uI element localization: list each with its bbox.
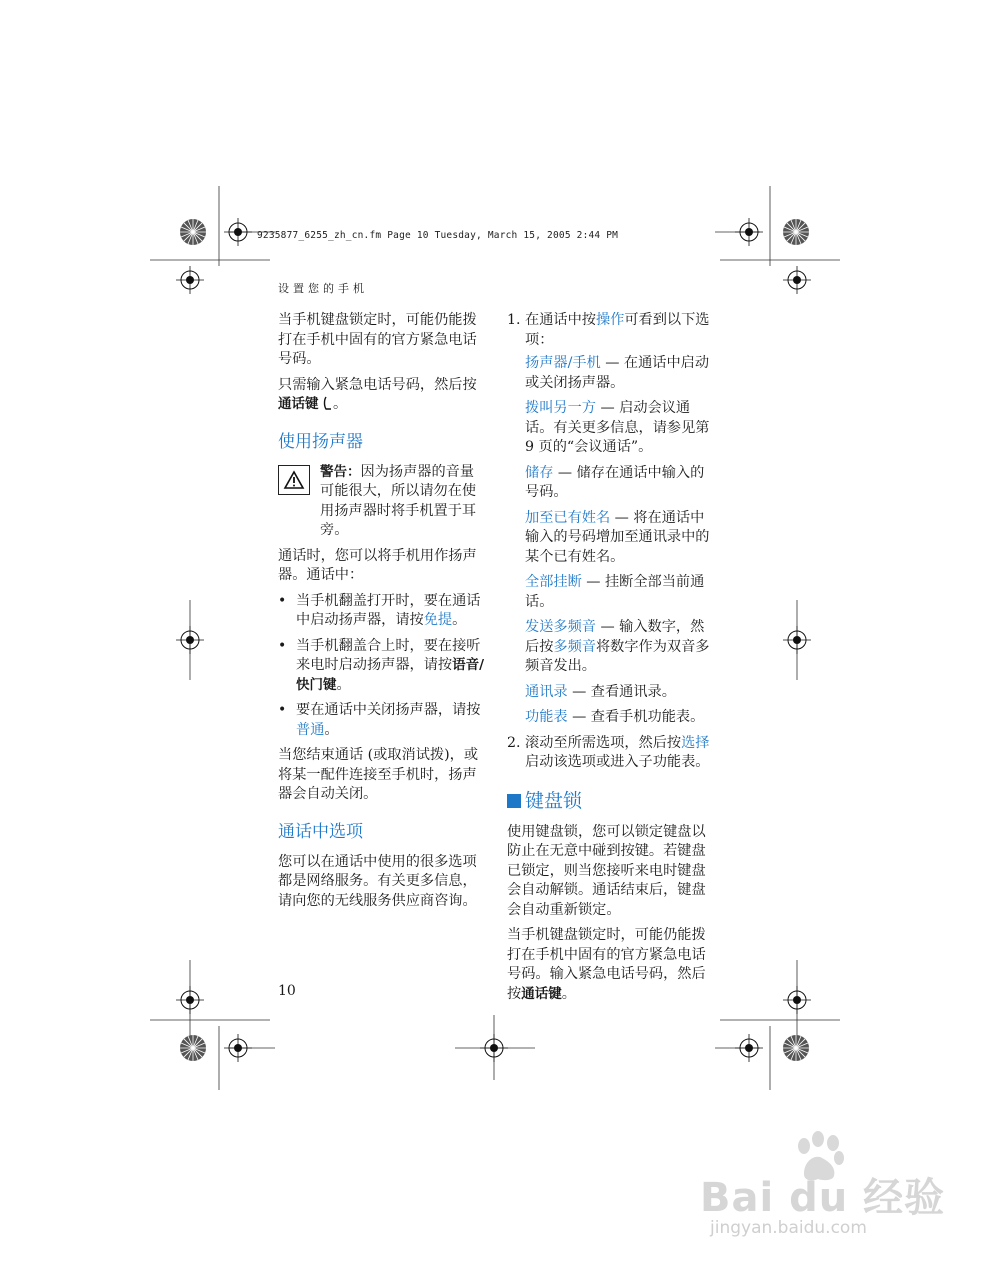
normal-link: 普通	[296, 721, 325, 738]
page-number: 10	[278, 983, 296, 999]
option-item: 储存 — 储存在通话中输入的号码。	[525, 464, 705, 500]
warning-text: 警告：因为扬声器的音量可能很大，所以请勿在使用扬声器时将手机置于耳旁。	[320, 463, 477, 538]
options-link: 操作	[595, 312, 625, 328]
section-title: 设置您的手机	[278, 282, 368, 295]
in-call-options-note: 您可以在通话中使用的很多选项都是网络服务。有关更多信息，请向您的无线服务供应商咨询。	[278, 853, 477, 909]
option-item: 拨叫另一方 — 启动会议通话。有关更多信息，请参见第 9 页的“会议通话”。	[525, 400, 710, 455]
call-key-label: 通话键	[521, 985, 562, 1002]
watermark-logo-text: Bai du 经验	[700, 1175, 946, 1221]
right-column	[507, 311, 711, 1010]
keylock-description: 使用键盘锁，您可以锁定键盘以防止在无意中碰到按键。若键盘已锁定，则当您接听来电时键盘会自动解锁。通话结束后，键盘会自动重新锁定。	[507, 823, 706, 918]
option-item: 全部挂断 — 挂断全部当前通话。	[525, 574, 705, 610]
speaker-bullets	[278, 592, 484, 741]
heading-square-icon	[507, 794, 521, 808]
warning-icon	[278, 465, 310, 495]
step-2: 2. 滚动至所需选项，然后按选择启动该选项或进入子功能表。	[507, 734, 710, 770]
file-info-header: 9235877_6255_zh_cn.fm Page 10 Tuesday, March 15, 2005 2:44 PM	[257, 230, 619, 241]
select-link: 选择	[681, 734, 710, 751]
speaker-auto-off: 当您结束通话 (或取消试拨)，或将某一配件连接至手机时，扬声器会自动关闭。	[278, 747, 479, 802]
option-item: 扬声器/手机 — 在通话中启动或关闭扬声器。	[525, 355, 710, 391]
warning-block	[278, 463, 484, 541]
emergency-note: 当手机键盘锁定时，可能仍能拨打在手机中固有的官方紧急电话号码。	[278, 312, 477, 367]
handsfree-link: 免提	[423, 612, 453, 628]
steps-list	[507, 311, 711, 773]
list-item: • 当手机翻盖打开时，要在通话中启动扬声器，请按免提。	[278, 592, 484, 631]
heading-speaker: 使用扬声器	[278, 431, 363, 452]
heading-in-call-options: 通话中选项	[278, 821, 363, 842]
options-list	[525, 354, 711, 728]
watermark-url: jingyan.baidu.com	[710, 1218, 867, 1238]
option-item: 通讯录 — 查看通讯录。	[525, 683, 676, 700]
emergency-instruction: 只需输入紧急电话号码，然后按通话键 。	[278, 376, 477, 412]
voice-shutter-key-label: 语音/快门键	[296, 657, 485, 693]
list-item: • 要在通话中关闭扬声器，请按普通。	[278, 701, 484, 740]
keylock-emergency: 当手机键盘锁定时，可能仍能拨打在手机中固有的官方紧急电话号码。输入紧急电话号码，然后按通话键。	[507, 927, 706, 1002]
option-item: 功能表 — 查看手机功能表。	[525, 709, 705, 725]
step-1: 1. 在通话中按操作可看到以下选项： 扬声器/手机 — 在通话中启动或关闭扬声器。 拨叫另一方 — 启动会议通话。有关更多信息，请参见第 9 页的“会议通话”。 储存 — 储存在通话中输入的号码。 加至已有姓名 — 将在通话中输入的号码增加至通讯录中的某个已有姓名。 全部挂断 — 挂断全部当前通话。 发送多频音 — 输入数字，然后按多频音将数字作为双音多频音发出。 通讯录 — 查看通讯录。 功能表 — 查看手机功能表。	[507, 311, 711, 728]
left-column	[278, 311, 484, 917]
list-item: • 当手机翻盖合上时，要在接听来电时启动扬声器，请按语音/快门键。	[278, 637, 484, 696]
option-item: 加至已有姓名 — 将在通话中输入的号码增加至通讯录中的某个已有姓名。	[525, 509, 710, 565]
heading-keylock: 键盘锁	[507, 789, 711, 813]
call-key-label: 通话键	[278, 396, 319, 412]
option-item: 发送多频音 — 输入数字，然后按多频音将数字作为双音多频音发出。	[525, 619, 710, 674]
baidu-watermark	[700, 1130, 946, 1240]
call-key-icon	[323, 396, 333, 410]
speaker-intro: 通话时，您可以将手机用作扬声器。通话中：	[278, 547, 477, 583]
